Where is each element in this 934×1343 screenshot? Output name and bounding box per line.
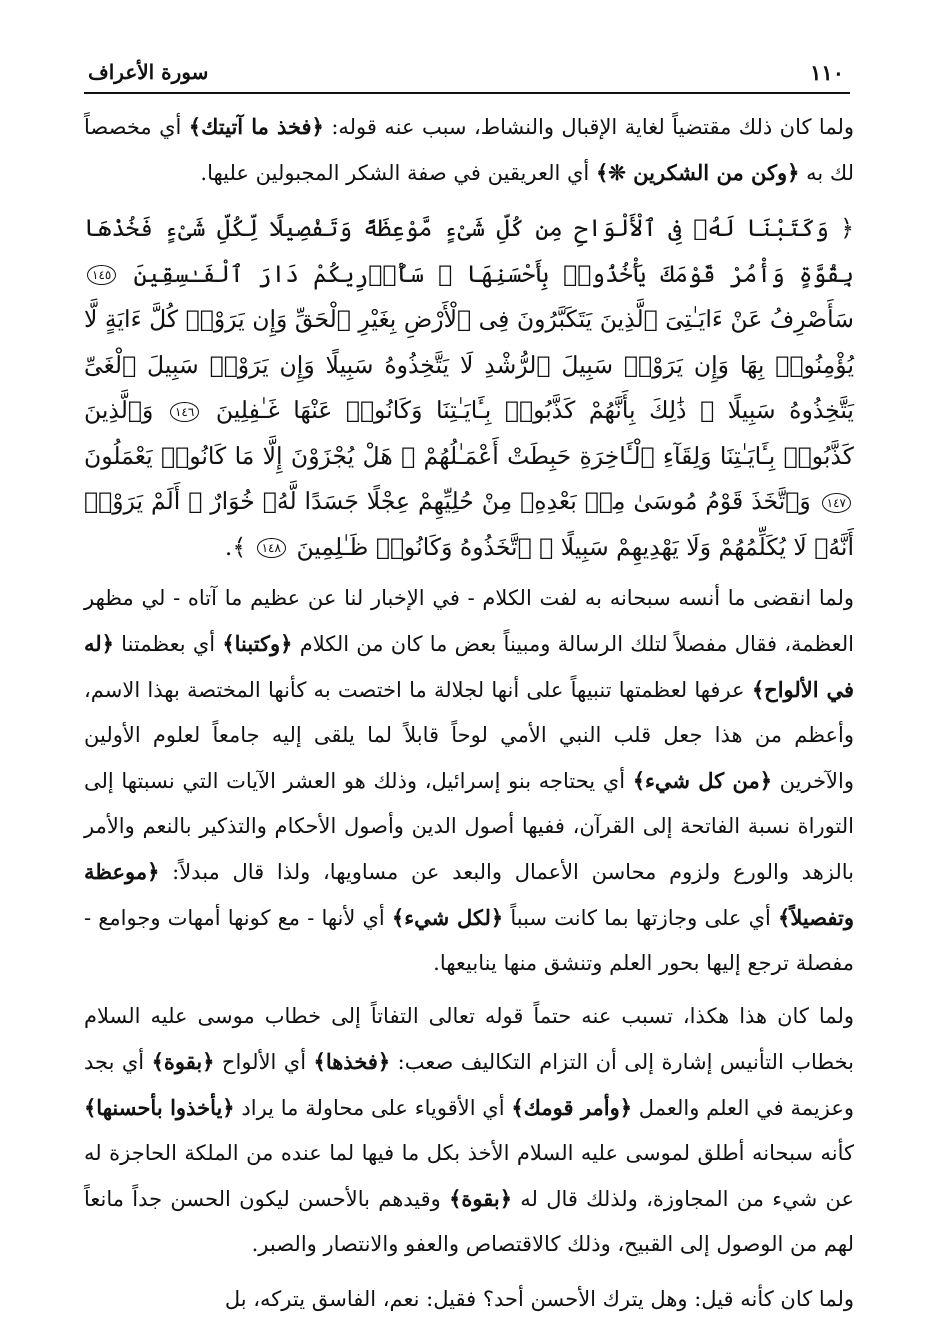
- quote-ya-khudhu-bi-ahsaniha: ﴿يأخذوا بأحسنها﴾: [84, 1095, 235, 1120]
- surah-title: سورة الأعراف: [88, 60, 209, 84]
- text-run: أي الألواح: [214, 1050, 314, 1074]
- quote-bi-quwwah-2: ﴿بقوة﴾: [449, 1186, 513, 1211]
- verse-147: وَٱلَّذِينَ كَذَّبُوا۟ بِـَٔايَـٰتِنَا وَلِقَآءِ ٱلْـَٔاخِرَةِ حَبِطَتْ أَعْمَـٰلُهُمْ ۚ هَلْ يُجْزَوْنَ إِلَّا مَا كَانُوا۟ يَعْمَلُونَ: [84, 396, 854, 470]
- commentary-paragraph-2: [84, 576, 854, 986]
- ayah-number-145: ١٤٥: [87, 265, 116, 285]
- quote-fakhudh-ma-ataytuk: ﴿فخذ ما آتيتك﴾: [188, 114, 324, 139]
- commentary-paragraph-4: [84, 1277, 854, 1322]
- text-run: أي مخصصاً لك به: [84, 115, 854, 185]
- ayah-number-146: ١٤٦: [170, 402, 199, 422]
- text-run: ولما كان هذا هكذا، تسبب عنه حتماً قوله تعالى التفاتاً إلى خطاب موسى عليه السلام بخطاب التأنيس إشارة إلى أن التزام التكاليف صعب:: [84, 1004, 855, 1074]
- text-run: أي لأنها - مع كونها أمهات وجوامع - مفصلة ترجع إليها بحور العلم وتنشق منها ينابيعها.: [84, 906, 854, 975]
- quote-lahu-fil-alwah: ﴿له في الألواح﴾: [84, 631, 854, 702]
- text-run: ولما انقضى ما أنسه سبحانه به لفت الكلام - في الإخبار لنا عن عظيم ما آتاه - لي مظهر العظمة، فقال مفصلاً لتلك الرسالة ومبيناً بعض ما كان من الكلام: [84, 586, 854, 656]
- quote-maw-izatan-wa-tafsilan: ﴿موعظة وتفصيلاً﴾: [84, 859, 855, 930]
- text-run: أي بعظمتنا: [113, 632, 223, 656]
- text-run: ولما كان ذلك مقتضياً لغاية الإقبال والنشاط، سبب عنه قوله:: [323, 115, 855, 139]
- text-run: كأنه سبحانه أطلق لموسى عليه السلام الأخذ بكل ما فيها لما عنده من الملكة الحاجزة له عن شيء من المجاوزة، ولذلك قال له: [84, 1141, 854, 1211]
- commentary-paragraph-3: [84, 994, 854, 1267]
- text-run: أي يحتاجه بنو إسرائيل، وذلك هو العشر الآيات التي نسبتها إلى التوراة نسبة الفاتحة إلى القرآن، ففيها أصول الدين وأصول الأحكام والتذكير بالنعم والأمر بالزهد والورع ولزوم محاسن الأعمال والبعد عن مساويها، ولذا قال مبدلاً:: [84, 769, 854, 884]
- commentary-paragraph-1: [84, 104, 854, 196]
- text-run: ولما كان كأنه قيل: وهل يترك الأحسن أحد؟ فقيل: نعم، الفاسق يتركه، بل: [224, 1287, 854, 1311]
- text-run: أي على وجازتها بما كانت سبباً: [503, 906, 779, 930]
- verse-148: وَٱتَّخَذَ قَوْمُ مُوسَىٰ مِنۢ بَعْدِهِۦ مِنْ حُلِيِّهِمْ عِجْلًا جَسَدًا لَّهُۥ خُوَارٌ ۚ أَلَمْ يَرَوْا۟ أَنَّهُۥ لَا يُكَلِّمُهُمْ وَلَا يَهْدِيهِمْ سَبِيلًا ۘ ٱتَّخَذُوهُ وَكَانُوا۟ ظَـٰلِمِينَ: [84, 487, 854, 561]
- text-run: أي العريقين في صفة الشكر المجبولين عليها.: [200, 161, 596, 185]
- page-number: ١١٠: [810, 60, 844, 85]
- verse-145: ﴿ وَكَتَبْنَا لَهُۥ فِى ٱلْأَلْوَاحِ مِن كُلِّ شَىْءٍ مَّوْعِظَةً وَتَفْصِيلًا لِّكُلِّ شَىْءٍ فَخُذْهَا بِقُوَّةٍ وَأْمُرْ قَوْمَكَ يَأْخُذُوا۟ بِأَحْسَنِهَا ۚ سَأُو۟رِيكُمْ دَارَ ٱلْفَـٰسِقِينَ: [84, 214, 854, 288]
- quote-min-kulli-shay: ﴿من كل شيء﴾: [632, 768, 772, 793]
- verse-146: سَأَصْرِفُ عَنْ ءَايَـٰتِىَ ٱلَّذِينَ يَتَكَبَّرُونَ فِى ٱلْأَرْضِ بِغَيْرِ ٱلْحَقِّ وَإِن يَرَوْا۟ كُلَّ ءَايَةٍ لَّا يُؤْمِنُوا۟ بِهَا وَإِن يَرَوْا۟ سَبِيلَ ٱلرُّشْدِ لَا يَتَّخِذُوهُ سَبِيلًا وَإِن يَرَوْا۟ سَبِيلَ ٱلْغَىِّ يَتَّخِذُوهُ سَبِيلًا ۚ ذَٰلِكَ بِأَنَّهُمْ كَذَّبُوا۟ بِـَٔايَـٰتِنَا وَكَانُوا۟ عَنْهَا غَـٰفِلِينَ: [84, 305, 854, 424]
- quran-verses-block: [84, 206, 854, 570]
- quote-wa-kun-min-ash-shakirin: ﴿وكن من الشكرين ❊﴾: [595, 160, 800, 185]
- text-run: أي بجد وعزيمة في العلم والعمل: [84, 1050, 854, 1120]
- quote-bi-quwwah: ﴿بقوة﴾: [151, 1049, 215, 1074]
- text-run: عرفها لعظمتها تنبيهاً على أنها لجلالة ما اختصت به كأنها المختصة بهذا الاسم، وأعظم من هذا جعل قلب النبي الأمي لوحاً قابلاً لما يلقى إليه جامعاً لعلوم الأولين والآخرين: [84, 678, 855, 793]
- verse-closing-bracket: ﴾.: [224, 532, 254, 561]
- page-header: [84, 56, 850, 94]
- quote-li-kulli-shay: ﴿لكل شيء﴾: [391, 905, 504, 930]
- ayah-number-147: ١٤٧: [822, 493, 851, 513]
- page-body: [84, 104, 854, 1322]
- quote-wa-mur-qawmak: ﴿وأمر قومك﴾: [511, 1095, 633, 1120]
- text-run: وقيدهم بالأحسن ليكون الحسن جداً مانعاً لهم من الوصول إلى القبيح، وذلك كالاقتصاص والعفو والانتصار والصبر.: [84, 1187, 854, 1256]
- ayah-number-148: ١٤٨: [257, 538, 286, 558]
- text-run: أي الأقوياء على محاولة ما يراد: [234, 1096, 512, 1120]
- quote-fakhudhha: ﴿فخذها﴾: [313, 1049, 391, 1074]
- quote-wa-katabna: ﴿وكتبنا﴾: [222, 631, 293, 656]
